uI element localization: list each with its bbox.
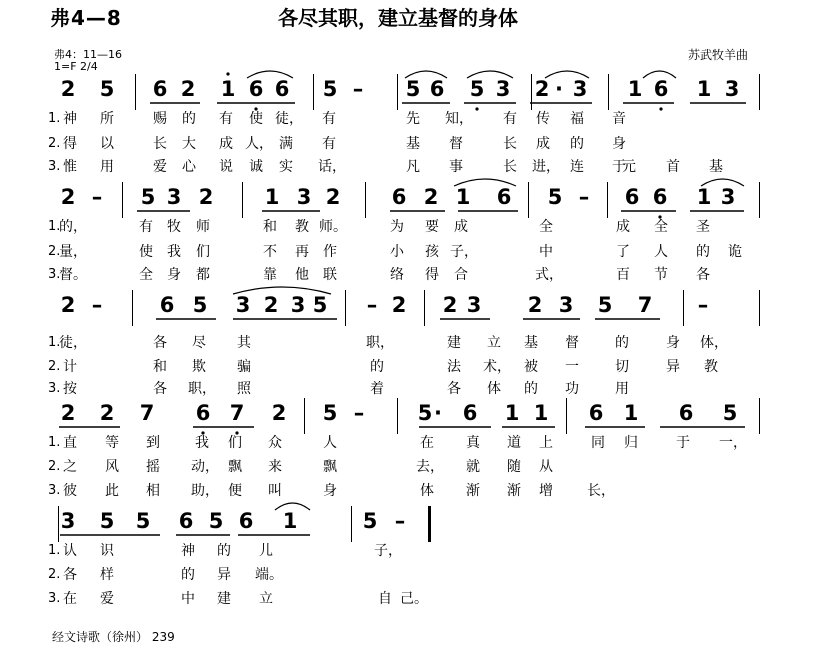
lyric-syllable: 全 [539, 219, 553, 235]
lyric-syllable: 从 [539, 459, 553, 475]
lyric-syllable: 体 [420, 483, 434, 499]
key-signature: 1=F 2/4 [54, 60, 98, 73]
song-title: 各尽其职，建立基督的身体 [278, 6, 518, 30]
lyric-syllable: 中 [181, 591, 195, 607]
lyric-syllable: 飘 [228, 459, 242, 475]
note: 3 [296, 185, 312, 209]
note: 6 [462, 401, 478, 425]
note: 5 [362, 509, 378, 533]
lyric-syllable: 们 [196, 244, 210, 260]
note: 3 [466, 293, 482, 317]
note: 3 [572, 77, 588, 101]
slur-arc [643, 71, 676, 78]
lyric-syllable: 和 [153, 359, 167, 375]
lyric-syllable: 相 [146, 483, 160, 499]
note: – [578, 185, 590, 209]
lyric-syllable: 成 [616, 219, 630, 235]
lyric-syllable: 同 [591, 435, 605, 451]
lyric-syllable: 此 [105, 483, 119, 499]
lyric-syllable: 长 [153, 136, 167, 152]
note: 6 [653, 77, 669, 101]
lyric-syllable: 异 [666, 359, 680, 375]
note: 6 [652, 185, 668, 209]
note: 1 [696, 185, 712, 209]
lyric-syllable: 得 [63, 136, 77, 152]
note: 6 [624, 185, 640, 209]
note: 6 [429, 77, 445, 101]
lyric-syllable: 子， [450, 244, 478, 260]
lyric-syllable: 切 [615, 359, 629, 375]
lyric-syllable: 在 [63, 591, 77, 607]
note: 5 [99, 77, 115, 101]
note: 2 [60, 77, 76, 101]
note: 5 [99, 509, 115, 533]
lyric-syllable: 着 [370, 381, 384, 397]
verse-number: 1. [48, 335, 61, 350]
lyric-syllable: 我 [195, 435, 209, 451]
lyric-syllable: 百 [616, 267, 630, 283]
lyric-syllable: 用 [615, 381, 629, 397]
lyric-syllable: 人 [323, 435, 337, 451]
lyric-syllable: 们 [228, 435, 242, 451]
lyric-syllable: 督 [449, 136, 463, 152]
lyric-syllable: 孩 [425, 244, 439, 260]
lyric-syllable: 知， [445, 111, 473, 127]
lyric-syllable: 彼 [63, 483, 77, 499]
song-number: 弗4—8 [50, 6, 122, 30]
verse-number: 2. [48, 359, 61, 374]
lyric-syllable: 进， [532, 159, 560, 175]
lyric-syllable: 的 [524, 381, 538, 397]
lyric-syllable: 神 [181, 543, 195, 559]
lyric-syllable: 他 [295, 267, 309, 283]
lyric-syllable: 认 [63, 543, 77, 559]
lyric-syllable: 计 [63, 359, 77, 375]
lyric-syllable: 合 [454, 267, 468, 283]
lyric-syllable: 其 [237, 335, 251, 351]
lyric-syllable: 儿 [259, 543, 273, 559]
note: 2 [180, 77, 196, 101]
lyric-syllable: 身 [612, 136, 626, 152]
note: 7 [637, 293, 653, 317]
lyric-syllable: 的 [696, 244, 710, 260]
note: 1 [264, 185, 280, 209]
lyric-syllable: 异 [217, 567, 231, 583]
note: 2 [271, 401, 287, 425]
lyric-syllable: 成 [454, 219, 468, 235]
note: 1 [623, 401, 639, 425]
lyric-syllable: 全 [139, 267, 153, 283]
note: 6 [238, 509, 254, 533]
lyric-syllable: 基 [709, 159, 723, 175]
lyric-syllable: 人 [654, 244, 668, 260]
verse-number: 3. [48, 381, 61, 396]
lyric-syllable: 徒， [275, 111, 303, 127]
note: 2 [198, 185, 214, 209]
lyric-syllable: 增 [539, 483, 553, 499]
slur-arc [545, 71, 589, 78]
lyric-syllable: 和 [263, 219, 277, 235]
note: 6 [195, 401, 211, 425]
lyric-syllable: 神 [63, 111, 77, 127]
lyric-syllable: 督。 [59, 267, 87, 283]
lyric-syllable: 随 [507, 459, 521, 475]
lyric-syllable: 所 [100, 111, 114, 127]
lyric-syllable: 量， [59, 244, 87, 260]
lyric-syllable: 要 [425, 219, 439, 235]
verse-number: 1. [48, 111, 61, 126]
note: 3 [558, 293, 574, 317]
note: 1 [504, 401, 520, 425]
lyric-syllable: 不 [263, 244, 277, 260]
lyric-syllable: 用 [100, 159, 114, 175]
slur-arc [467, 71, 513, 78]
lyric-syllable: 福 [570, 111, 584, 127]
lyric-syllable: 的 [182, 111, 196, 127]
lyric-syllable: 满 [279, 136, 293, 152]
lyric-syllable: 有 [219, 111, 233, 127]
lyric-syllable: 基 [524, 335, 538, 351]
lyric-syllable: 等 [105, 435, 119, 451]
lyric-syllable: 的 [615, 335, 629, 351]
lyric-syllable: 体 [487, 381, 501, 397]
note: 5 [469, 77, 485, 101]
lyric-syllable: 风 [105, 459, 119, 475]
lyric-syllable: 各 [63, 567, 77, 583]
footer-source: 经文诗歌（徐州） 239 [52, 630, 175, 644]
lyric-syllable: 再 [295, 244, 309, 260]
lyric-syllable: 的 [181, 567, 195, 583]
lyric-syllable: 去， [416, 459, 444, 475]
lyric-syllable: 的 [217, 543, 231, 559]
lyric-syllable: 使 [249, 111, 263, 127]
lyric-syllable: 各 [153, 381, 167, 397]
lyric-syllable: 事 [449, 159, 463, 175]
lyric-syllable: 传 [536, 111, 550, 127]
lyric-syllable: 使 [139, 244, 153, 260]
lyric-syllable: 立 [487, 335, 501, 351]
slur-arc [405, 71, 447, 78]
note: 5 [322, 401, 338, 425]
lyric-syllable: 我 [167, 244, 181, 260]
lyric-syllable: 成 [536, 136, 550, 152]
note: 6 [248, 77, 264, 101]
note: – [366, 293, 378, 317]
note: – [91, 293, 103, 317]
note: 2 [527, 293, 543, 317]
verse-number: 3. [48, 591, 61, 606]
lyric-syllable: 实 [279, 159, 293, 175]
note: 6 [391, 185, 407, 209]
lyric-syllable: 各 [447, 381, 461, 397]
lyric-syllable: 诚 [249, 159, 263, 175]
lyric-syllable: 赐 [153, 111, 167, 127]
lyric-syllable: 式， [535, 267, 563, 283]
lyric-syllable: 有 [322, 136, 336, 152]
verse-number: 3. [48, 267, 61, 282]
lyric-syllable: 身 [167, 267, 181, 283]
note: · [434, 401, 442, 425]
note: 3 [724, 77, 740, 101]
lyric-syllable: 样 [100, 567, 114, 583]
lyric-syllable: 连 [570, 159, 584, 175]
lyric-syllable: 就 [466, 459, 480, 475]
lyric-syllable: 到 [146, 435, 160, 451]
note: · [555, 77, 563, 101]
slur-arc [275, 503, 310, 510]
note: 2 [99, 401, 115, 425]
lyric-syllable: 人， [245, 136, 273, 152]
lyric-syllable: 长， [587, 483, 615, 499]
lyric-syllable: 小 [390, 244, 404, 260]
lyric-syllable: 一， [719, 435, 747, 451]
lyric-syllable: 欺 [192, 359, 206, 375]
note: 5 [405, 77, 421, 101]
lyric-syllable: 身 [666, 335, 680, 351]
note: 2 [423, 185, 439, 209]
lyric-syllable: 络 [390, 267, 404, 283]
lyric-syllable: 音 [612, 111, 626, 127]
note: 6 [588, 401, 604, 425]
lyric-syllable: 长 [503, 159, 517, 175]
lyric-syllable: 各 [696, 267, 710, 283]
lyric-syllable: 联 [323, 267, 337, 283]
note: 3 [235, 293, 251, 317]
octave-dot-low [659, 107, 662, 110]
lyric-syllable: 以 [100, 136, 114, 152]
lyric-syllable: 识 [100, 543, 114, 559]
note: 6 [496, 185, 512, 209]
lyric-syllable: 的， [59, 219, 87, 235]
note: 6 [274, 77, 290, 101]
lyric-syllable: 都 [196, 267, 210, 283]
note: 5 [208, 509, 224, 533]
lyric-syllable: 教 [295, 219, 309, 235]
lyric-syllable: 徒， [59, 335, 87, 351]
note: 3 [60, 509, 76, 533]
lyric-syllable: 归 [624, 435, 638, 451]
slur-arc [247, 71, 293, 78]
slur-arc [454, 179, 516, 186]
lyric-syllable: 渐 [507, 483, 521, 499]
lyric-syllable: 心 [182, 159, 196, 175]
scripture-reference: 弗4：11—16 [54, 48, 122, 61]
lyric-syllable: 照 [237, 381, 251, 397]
lyric-syllable: 作 [323, 244, 337, 260]
lyric-syllable: 凡 [406, 159, 420, 175]
lyric-syllable: 大 [182, 136, 196, 152]
note: 6 [152, 77, 168, 101]
note: 2 [534, 77, 550, 101]
lyric-syllable: 之 [63, 459, 77, 475]
lyric-syllable: 建 [447, 335, 461, 351]
note: 1 [282, 509, 298, 533]
lyric-syllable: 中 [539, 244, 553, 260]
note: 3 [720, 185, 736, 209]
lyric-syllable: 端。 [255, 567, 283, 583]
lyric-syllable: 己。 [400, 591, 428, 607]
lyric-syllable: 渐 [466, 483, 480, 499]
lyric-syllable: 建 [217, 591, 231, 607]
note: 3 [495, 77, 511, 101]
lyric-syllable: 一 [565, 359, 579, 375]
lyric-syllable: 督 [565, 335, 579, 351]
lyric-syllable: 靠 [263, 267, 277, 283]
note: 5 [322, 77, 338, 101]
note: 2 [391, 293, 407, 317]
lyric-syllable: 师 [196, 219, 210, 235]
lyric-syllable: 于 [612, 159, 626, 175]
lyric-syllable: 了 [616, 244, 630, 260]
lyric-syllable: 上 [539, 435, 553, 451]
note: – [697, 293, 709, 317]
note: 5 [135, 509, 151, 533]
lyric-syllable: 叫 [268, 483, 282, 499]
note: 5 [547, 185, 563, 209]
slur-arc [233, 287, 331, 294]
lyric-syllable: 摇 [146, 459, 160, 475]
lyric-syllable: 全 [654, 219, 668, 235]
lyric-syllable: 有 [322, 111, 336, 127]
verse-number: 1. [48, 219, 61, 234]
lyric-syllable: 有 [139, 219, 153, 235]
note: 1 [220, 77, 236, 101]
slur-arc [701, 179, 744, 186]
lyric-syllable: 长 [503, 136, 517, 152]
lyric-syllable: 有 [503, 111, 517, 127]
lyric-syllable: 牧 [167, 219, 181, 235]
note: 7 [139, 401, 155, 425]
lyric-syllable: 诡 [728, 244, 742, 260]
note: 3 [290, 293, 306, 317]
lyric-syllable: 功 [565, 381, 579, 397]
lyric-syllable: 得 [425, 267, 439, 283]
lyric-syllable: 飘 [323, 459, 337, 475]
note: 1 [696, 77, 712, 101]
lyric-syllable: 节 [654, 267, 668, 283]
octave-dot-low [658, 215, 661, 218]
note: 2 [325, 185, 341, 209]
note: 1 [455, 185, 471, 209]
note: – [91, 185, 103, 209]
lyric-syllable: 成 [219, 136, 233, 152]
lyric-syllable: 职， [188, 381, 216, 397]
lyric-syllable: 先 [406, 111, 420, 127]
note: 5 [417, 401, 433, 425]
octave-dot-low [254, 107, 257, 110]
note: 5 [312, 293, 328, 317]
lyric-syllable: 职， [366, 335, 394, 351]
lyric-syllable: 动， [191, 459, 219, 475]
note: 1 [627, 77, 643, 101]
lyric-syllable: 众 [268, 435, 282, 451]
octave-dot-low [235, 431, 238, 434]
lyric-syllable: 为 [390, 219, 404, 235]
lyric-syllable: 体， [700, 335, 728, 351]
note: 5 [140, 185, 156, 209]
lyric-syllable: 于 [676, 435, 690, 451]
composer-credit: 苏武牧羊曲 [688, 48, 749, 62]
note: 3 [166, 185, 182, 209]
note: 2 [60, 185, 76, 209]
lyric-syllable: 师。 [319, 219, 347, 235]
note: 5 [722, 401, 738, 425]
lyric-syllable: 圣 [696, 219, 710, 235]
note: 2 [60, 293, 76, 317]
note: 1 [533, 401, 549, 425]
lyric-syllable: 助， [191, 483, 219, 499]
lyric-syllable: 子， [374, 543, 402, 559]
verse-number: 2. [48, 459, 61, 474]
lyric-syllable: 被 [524, 359, 538, 375]
lyric-syllable: 道 [507, 435, 521, 451]
lyric-syllable: 说 [219, 159, 233, 175]
lyric-syllable: 真 [466, 435, 480, 451]
lyric-syllable: 惟 [63, 159, 77, 175]
verse-number: 2. [48, 244, 61, 259]
lyric-syllable: 术， [483, 359, 511, 375]
octave-dot-low [201, 431, 204, 434]
note: 2 [263, 293, 279, 317]
lyric-syllable: 爱 [153, 159, 167, 175]
note: 5 [192, 293, 208, 317]
note: 2 [60, 401, 76, 425]
lyric-syllable: 自 [378, 591, 392, 607]
octave-dot-low [475, 107, 478, 110]
note: 6 [159, 293, 175, 317]
lyric-syllable: 来 [268, 459, 282, 475]
lyric-syllable: 首 [666, 159, 680, 175]
note: – [394, 509, 406, 533]
lyric-syllable: 尽 [192, 335, 206, 351]
lyric-syllable: 元 [622, 159, 636, 175]
note: 2 [442, 293, 458, 317]
note: – [352, 77, 364, 101]
lyric-syllable: 立 [259, 591, 273, 607]
lyric-syllable: 的 [570, 136, 584, 152]
note: 5 [597, 293, 613, 317]
lyric-syllable: 爱 [100, 591, 114, 607]
lyric-syllable: 的 [370, 359, 384, 375]
lyric-syllable: 话， [318, 159, 346, 175]
verse-number: 3. [48, 159, 61, 174]
lyric-syllable: 各 [153, 335, 167, 351]
note: 7 [229, 401, 245, 425]
lyric-syllable: 基 [406, 136, 420, 152]
lyric-syllable: 身 [323, 483, 337, 499]
lyric-syllable: 法 [447, 359, 461, 375]
lyric-syllable: 在 [420, 435, 434, 451]
verse-number: 3. [48, 483, 61, 498]
note: 6 [178, 509, 194, 533]
verse-number: 1. [48, 435, 61, 450]
lyric-syllable: 教 [704, 359, 718, 375]
octave-dot-high [226, 72, 229, 75]
lyric-syllable: 直 [63, 435, 77, 451]
note: 6 [678, 401, 694, 425]
verse-number: 2. [48, 136, 61, 151]
lyric-syllable: 骗 [237, 359, 251, 375]
verse-number: 2. [48, 567, 61, 582]
verse-number: 1. [48, 543, 61, 558]
lyric-syllable: 便 [228, 483, 242, 499]
lyric-syllable: 按 [63, 381, 77, 397]
note: – [353, 401, 365, 425]
